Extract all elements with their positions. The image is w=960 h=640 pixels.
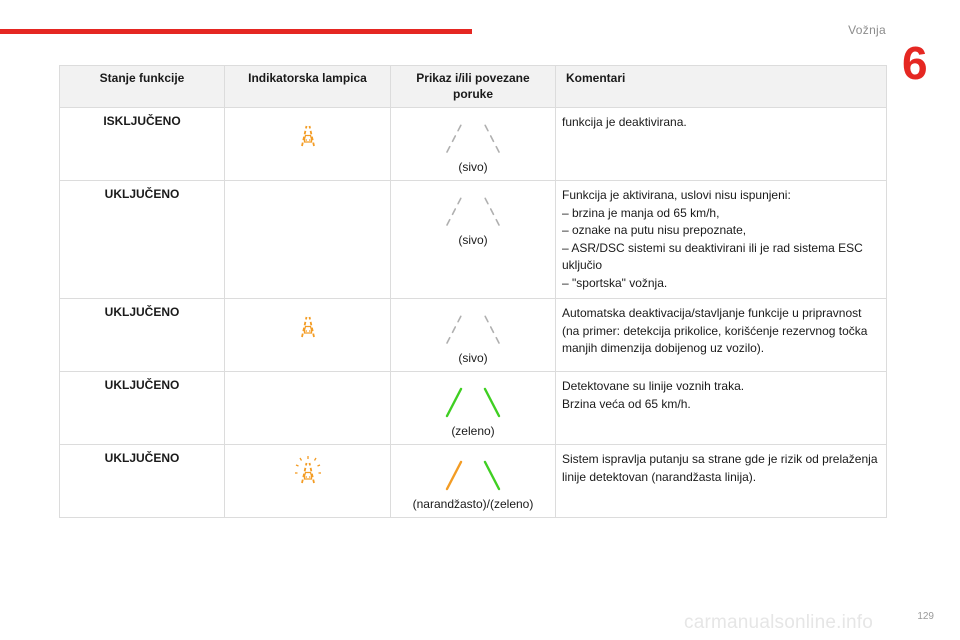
lane-assist-status-table [59,65,887,518]
table-row [60,108,887,181]
function-state: ISKLJUČENO [60,108,225,181]
function-state: UKLJUČENO [60,299,225,372]
left-lane-line [447,198,461,225]
right-lane-line [485,198,499,225]
display-cell [391,181,556,299]
watermark: carmanualsonline.info [684,612,874,633]
indicator-lamp-cell [225,108,391,181]
column-header-comment: Komentari [556,66,887,108]
right-lane-line [485,389,499,416]
right-lane-line [485,125,499,152]
indicator-lamp-cell [225,372,391,445]
right-lane-line [485,462,499,489]
function-state: UKLJUČENO [60,181,225,299]
lane-warning-lamp-icon [292,117,324,149]
display-cell [391,372,556,445]
header-accent-bar [0,29,472,34]
display-color-caption: (sivo) [458,351,488,366]
comment-cell [556,108,887,181]
lane-display-icon [443,386,503,420]
lane-display-icon [443,195,503,229]
comment-line: – ASR/DSC sistemi su deaktivirani ili je rad sistema ESC uključio [562,240,863,273]
display-color-caption: (sivo) [458,233,488,248]
lane-warning-lamp-icon [292,308,324,340]
lane-warning-flashing-lamp-icon [292,454,324,486]
indicator-lamp-cell [225,299,391,372]
lane-display-icon [443,313,503,347]
column-header-state: Stanje funkcije [60,66,225,108]
table-row [60,445,887,518]
column-header-lamp: Indikatorska lampica [225,66,391,108]
table-row [60,181,887,299]
comment-line: Funkcija je aktivirana, uslovi nisu ispunjeni: [562,188,791,203]
lane-display-icon [443,122,503,156]
function-state: UKLJUČENO [60,445,225,518]
display-cell [391,445,556,518]
comment-cell [556,181,887,299]
left-lane-line [447,389,461,416]
comment-line: Sistem ispravlja putanju sa strane gde je rizik od prelaženja linije detektovan (narandžasta linija). [562,452,878,484]
comment-cell [556,299,887,372]
comment-line: funkcija je deaktivirana. [562,115,687,130]
comment-line: – brzina je manja od 65 km/h, [562,205,720,220]
display-color-caption: (sivo) [458,160,488,175]
right-lane-line [485,316,499,343]
chapter-number: 6 [902,37,928,89]
column-header-display: Prikaz i/ili povezane poruke [391,66,556,108]
section-title: Vožnja [848,23,886,37]
page-number: 129 [917,611,934,622]
display-color-caption: (narandžasto)/(zeleno) [412,497,534,512]
comment-line: Detektovane su linije voznih traka. [562,379,745,394]
indicator-lamp-cell [225,181,391,299]
display-cell [391,299,556,372]
lane-display-icon [443,459,503,493]
table-header-row [60,66,887,108]
comment-line: Automatska deaktivacija/stavljanje funkcije u pripravnost (na primer: detekcija prikolice, korišćenje rezervnog točka manjih dimenzija dobijenog uz vozilo). [562,306,868,356]
left-lane-line [447,125,461,152]
function-state: UKLJUČENO [60,372,225,445]
left-lane-line [447,316,461,343]
left-lane-line [447,462,461,489]
table-row [60,372,887,445]
display-cell [391,108,556,181]
display-color-caption: (zeleno) [451,424,495,439]
indicator-lamp-cell [225,445,391,518]
comment-line: – "sportska" vožnja. [562,275,668,290]
comment-line: – oznake na putu nisu prepoznate, [562,223,747,238]
comment-line: Brzina veća od 65 km/h. [562,396,691,411]
comment-cell [556,445,887,518]
table-row [60,299,887,372]
comment-cell [556,372,887,445]
table-body [60,108,887,518]
